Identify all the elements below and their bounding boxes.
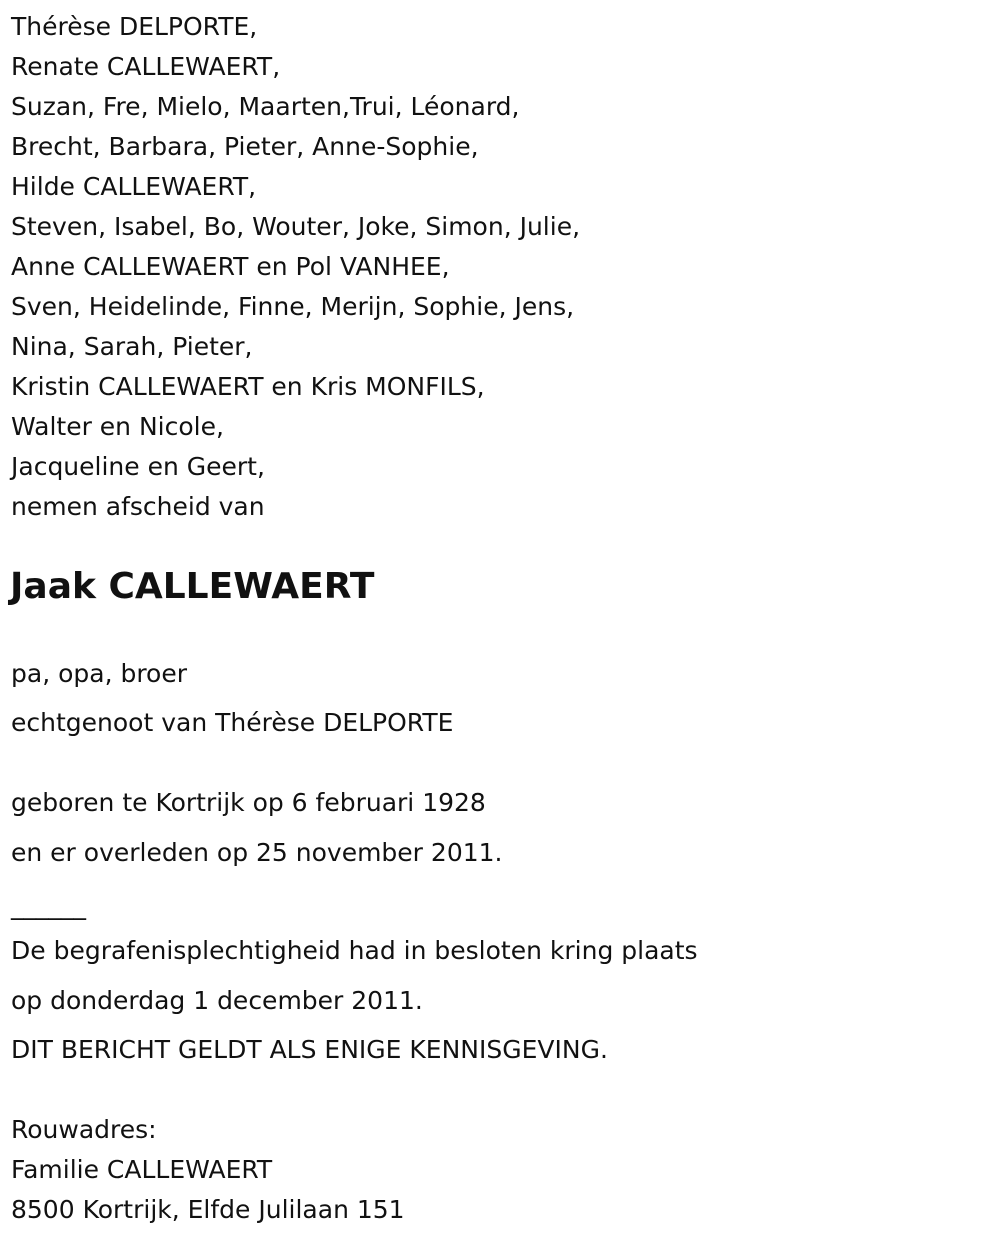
mourner-line: Steven, Isabel, Bo, Wouter, Joke, Simon, Julie, xyxy=(11,212,581,241)
address-street: 8500 Kortrijk, Elfde Julilaan 151 xyxy=(11,1195,405,1224)
mourner-line: Renate CALLEWAERT, xyxy=(11,52,281,81)
mourner-line: Sven, Heidelinde, Finne, Merijn, Sophie, Jens, xyxy=(11,292,575,321)
death-line: en er overleden op 25 november 2011. xyxy=(11,838,503,867)
spouse-line: echtgenoot van Thérèse DELPORTE xyxy=(11,708,454,737)
mourner-line: Jacqueline en Geert, xyxy=(11,452,265,481)
mourner-line: Suzan, Fre, Mielo, Maarten,Trui, Léonard, xyxy=(11,92,520,121)
funeral-date-line: op donderdag 1 december 2011. xyxy=(11,986,423,1015)
relations-line: pa, opa, broer xyxy=(11,659,188,688)
farewell-line: nemen afscheid van xyxy=(11,492,265,521)
mourner-line: Anne CALLEWAERT en Pol VANHEE, xyxy=(11,252,450,281)
separator: ______ xyxy=(11,891,86,920)
mourner-line: Brecht, Barbara, Pieter, Anne-Sophie, xyxy=(11,132,479,161)
mourner-line: Kristin CALLEWAERT en Kris MONFILS, xyxy=(11,372,485,401)
mourner-line: Hilde CALLEWAERT, xyxy=(11,172,257,201)
address-family: Familie CALLEWAERT xyxy=(11,1155,273,1184)
mourner-line: Nina, Sarah, Pieter, xyxy=(11,332,253,361)
mourner-line: Walter en Nicole, xyxy=(11,412,224,441)
notice-line: DIT BERICHT GELDT ALS ENIGE KENNISGEVING. xyxy=(11,1035,608,1064)
birth-line: geboren te Kortrijk op 6 februari 1928 xyxy=(11,788,486,817)
funeral-line: De begrafenisplechtigheid had in besloten kring plaats xyxy=(11,936,698,965)
mourner-line: Thérèse DELPORTE, xyxy=(11,12,258,41)
address-label: Rouwadres: xyxy=(11,1115,157,1144)
mourners-list xyxy=(11,7,580,527)
deceased-name: Jaak CALLEWAERT xyxy=(10,566,375,607)
